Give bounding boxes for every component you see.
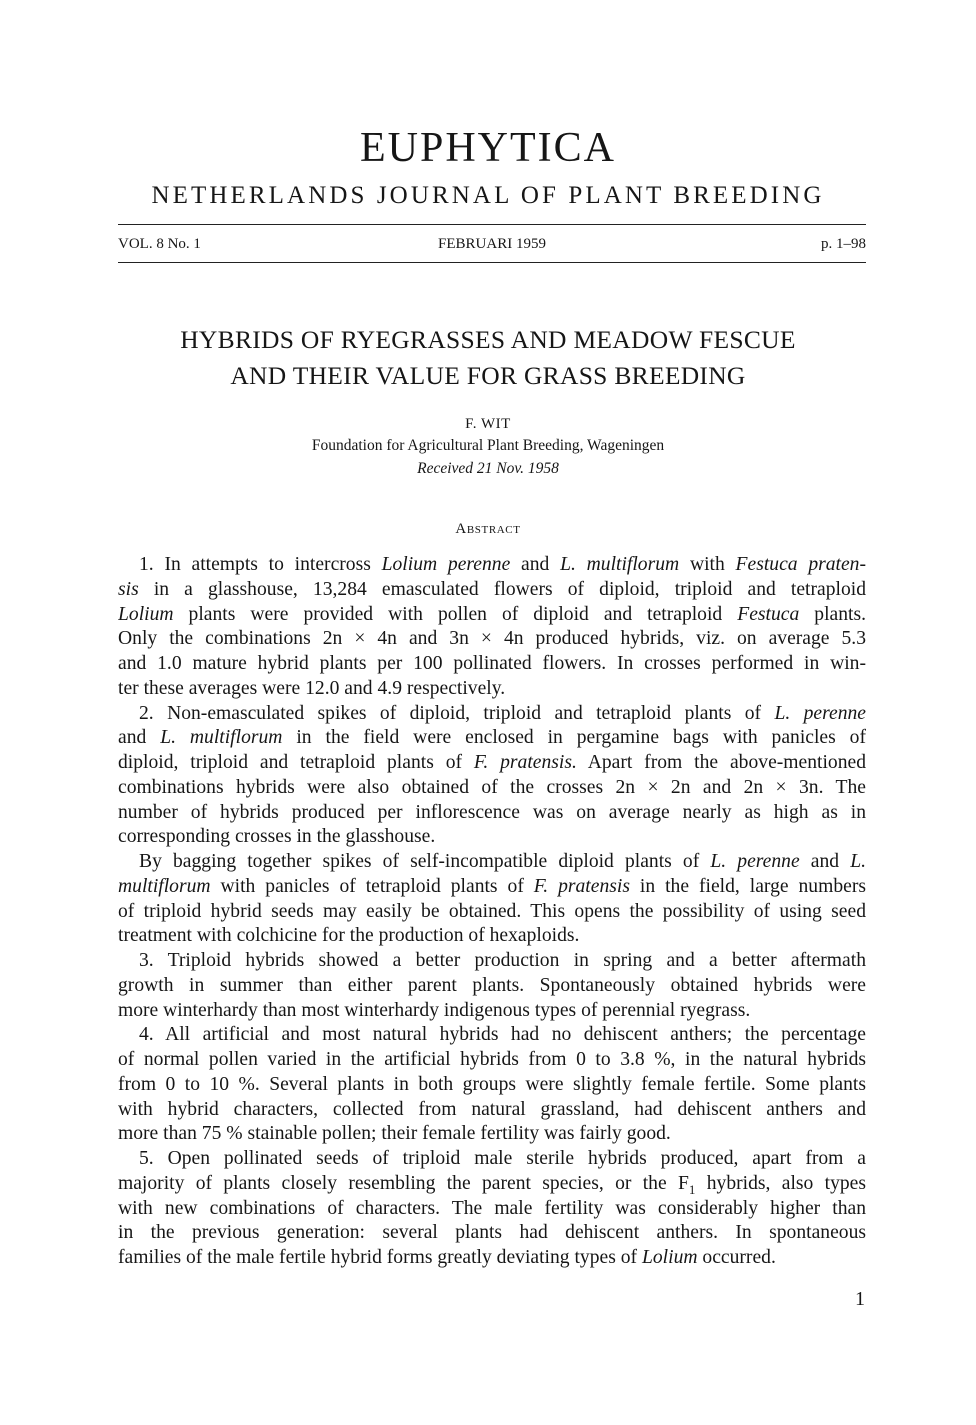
abstract-line: [118, 850, 866, 875]
abstract-line: [118, 949, 866, 974]
text-run: of normal pollen varied in the artificial hybrids from 0 to 3.8 %, in the natural hybrids: [118, 1049, 866, 1070]
text-run: growth in summer than either parent plants. Spontaneously obtained hybrids were: [118, 974, 866, 996]
article-title-line: AND THEIR VALUE FOR GRASS BREEDING: [230, 361, 746, 390]
abstract-line: [118, 553, 866, 578]
header-top-rule: [118, 224, 866, 225]
italic-term: Lolium: [118, 603, 174, 625]
text-run: 4. All artificial and most natural hybrids had no dehiscent anthers; the percentage: [139, 1024, 866, 1046]
abstract-line: [118, 924, 866, 949]
abstract-line: [118, 999, 866, 1024]
author-affiliation: Foundation for Agricultural Plant Breeding, Wageningen: [311, 437, 665, 454]
text-run: corresponding crosses in the glasshouse.: [118, 826, 436, 848]
italic-term: L. multiflorum: [560, 554, 680, 575]
text-run: with panicles of tetraploid plants of: [210, 875, 534, 897]
text-run: in the field were enclosed in pergamine bags with panicles of: [282, 727, 866, 749]
page-number: 1: [855, 1288, 865, 1310]
text-run: with new combinations of characters. The male fertility was considerably higher than: [118, 1197, 866, 1219]
italic-term: Festuca: [737, 603, 800, 625]
abstract-line: [118, 875, 866, 900]
italic-term: L. perenne: [710, 851, 800, 872]
abstract-line: [118, 751, 866, 776]
text-run: in a glasshouse, 13,284 emasculated flowers of diploid, triploid and tetraploid: [138, 578, 866, 600]
italic-term: Festuca praten-: [735, 554, 866, 575]
article-title-line: HYBRIDS OF RYEGRASSES AND MEADOW FESCUE: [180, 325, 796, 354]
received-date: Received 21 Nov. 1958: [417, 460, 559, 477]
text-run: 1. In attempts to intercross: [139, 554, 382, 575]
issue-volume: VOL. 8 No. 1: [118, 236, 201, 252]
text-run: Only the combinations 2n × 4n and 3n × 4n produced hybrids, viz. on average 5.3: [118, 628, 866, 650]
abstract-line: [118, 1172, 866, 1197]
text-run: of triploid hybrid seeds may easily be obtained. This opens the possibility of using seed: [118, 900, 866, 922]
italic-term: L. multiflorum: [160, 727, 283, 749]
text-run: ter these averages were 12.0 and 4.9 respectively.: [118, 677, 506, 699]
text-run: 2. Non-emasculated spikes of diploid, triploid and tetraploid plants of: [139, 702, 775, 724]
text-run: treatment with colchicine for the production of hexaploids.: [118, 925, 580, 947]
text-run: majority of plants closely resembling the parent species, or the F: [118, 1172, 689, 1194]
journal-subtitle: NETHERLANDS JOURNAL OF PLANT BREEDING: [151, 182, 825, 209]
text-run: and 1.0 mature hybrid plants per 100 pollinated flowers. In crosses performed in win-: [118, 653, 866, 674]
text-run: families of the male fertile hybrid forms greatly deviating types of: [118, 1247, 642, 1268]
journal-title: EUPHYTICA: [360, 125, 616, 171]
text-run: 3. Triploid hybrids showed a better production in spring and a better aftermath: [139, 950, 866, 971]
issue-page-range: p. 1–98: [821, 236, 866, 252]
abstract-line: [118, 726, 866, 751]
text-run: with hybrid characters, collected from natural grassland, had dehiscent anthers and: [118, 1098, 866, 1120]
italic-term: Lolium: [641, 1247, 698, 1268]
text-run: plants were provided with pollen of diploid and tetraploid: [173, 603, 738, 625]
subscript: 1: [688, 1181, 696, 1197]
issue-date: FEBRUARI 1959: [438, 236, 546, 252]
italic-term: F. pratensis.: [473, 752, 577, 773]
italic-term: multiflorum: [118, 875, 211, 897]
text-run: number of hybrids produced per inflorescence was on average nearly as high as in: [118, 801, 866, 823]
italic-term: F. pratensis: [533, 875, 630, 897]
abstract-line: [118, 1122, 866, 1147]
text-run: and: [510, 554, 561, 575]
text-run: By bagging together spikes of self-incompatible diploid plants of: [139, 851, 711, 872]
abstract-line: [118, 1197, 866, 1222]
abstract-line: [118, 627, 866, 652]
abstract-line: [118, 603, 866, 628]
text-run: in the field, large numbers: [629, 875, 866, 897]
text-run: in the previous generation: several plants had dehiscent anthers. In spontaneous: [118, 1222, 866, 1244]
abstract-line: [118, 1023, 866, 1048]
text-run: plants.: [799, 603, 866, 625]
abstract-line: [118, 900, 866, 925]
abstract-line: [118, 1246, 866, 1271]
text-run: occurred.: [697, 1247, 776, 1268]
author-name: F. WIT: [465, 416, 511, 432]
abstract-line: [118, 652, 866, 677]
text-run: diploid, triploid and tetraploid plants of: [118, 752, 474, 773]
italic-term: sis: [118, 578, 139, 600]
abstract-line: [118, 825, 866, 850]
abstract-line: [118, 1221, 866, 1246]
text-run: Apart from the above-mentioned: [576, 752, 866, 773]
text-run: more than 75 % stainable pollen; their female fertility was fairly good.: [118, 1123, 671, 1145]
abstract-line: [118, 1147, 866, 1172]
text-run: and: [799, 851, 851, 872]
abstract-heading: Abstract: [455, 521, 521, 537]
text-run: and: [118, 727, 161, 749]
abstract-line: [118, 801, 866, 826]
text-run: combinations hybrids were also obtained of the crosses 2n × 2n and 2n × 3n. The: [118, 776, 866, 798]
text-run: from 0 to 10 %. Several plants in both groups were slightly female fertile. Some plants: [118, 1073, 866, 1095]
italic-term: L.: [850, 851, 866, 872]
text-run: 5. Open pollinated seeds of triploid male sterile hybrids produced, apart from a: [139, 1148, 866, 1169]
text-run: hybrids, also types: [695, 1172, 866, 1194]
abstract-line: [118, 702, 866, 727]
abstract-line: [118, 1073, 866, 1098]
abstract-line: [118, 578, 866, 603]
abstract-line: [118, 677, 866, 702]
italic-term: L. perenne: [774, 702, 866, 724]
abstract-line: [118, 1098, 866, 1123]
header-bottom-rule: [118, 262, 866, 263]
text-run: with: [679, 554, 736, 575]
abstract-body: [118, 553, 866, 1271]
article-title: [80, 322, 896, 394]
abstract-line: [118, 776, 866, 801]
abstract-line: [118, 1048, 866, 1073]
abstract-line: [118, 974, 866, 999]
italic-term: Lolium perenne: [381, 554, 511, 575]
issue-info-line: [118, 233, 866, 255]
text-run: more winterhardy than most winterhardy indigenous types of perennial ryegrass.: [118, 999, 751, 1021]
